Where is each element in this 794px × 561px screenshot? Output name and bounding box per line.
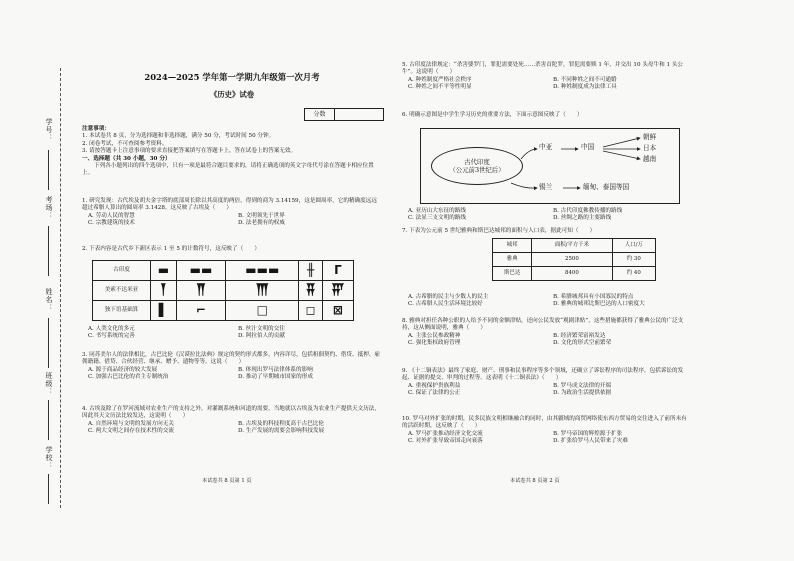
spread-diagram xyxy=(420,128,680,204)
option-list xyxy=(82,421,382,436)
arrow-to-ceylon xyxy=(511,183,537,188)
question-7-options xyxy=(402,294,692,309)
footer-page-left: 本试卷共 8 页第 1 页 xyxy=(202,478,252,484)
binding-label-exam-room: 考场： xyxy=(45,196,53,220)
option[interactable]: B. 体现出罗马法律体系的影响 xyxy=(238,366,313,373)
exam-title: 2024—2025 学年第一学期九年级第一次月考 xyxy=(144,72,320,82)
binding-label-school: 学校： xyxy=(45,446,53,470)
question-6-options xyxy=(402,208,692,223)
table-cell: 斯巴达 xyxy=(493,267,532,281)
question-2-options xyxy=(82,326,382,341)
question-stem: 10. 罗马对外扩张的时期，民多民族文明相继融合的同时，由其疆域的商贸网络使东西方贸易的交往进入了前所未有的活跃时期，这反映了（ ） xyxy=(402,416,687,430)
numeral-glyph: 𒐘 xyxy=(299,281,323,301)
question-1 xyxy=(82,198,382,228)
option[interactable]: C. 两大文明之间存在技术性的交流 xyxy=(88,428,174,435)
option[interactable]: B. 不同种姓之间不可通婚 xyxy=(553,76,617,83)
question-8 xyxy=(402,318,692,348)
option[interactable]: D. 种姓制度成为法律工具 xyxy=(553,84,617,91)
diagram-node-southeast-asia: 缅甸、泰国等国 xyxy=(583,183,630,191)
question-6-stem: 6. 明确示意图是中学生学习历史的重要方法，下面示意图反映了（ ） xyxy=(402,112,583,118)
option[interactable]: B. 丝汁文明的交往 xyxy=(238,326,285,332)
option-list xyxy=(402,431,692,446)
note-item: 2. 闭卷考试，不可查阅参考资料。 xyxy=(82,140,168,147)
option[interactable]: B. 经济繁荣富裕发达 xyxy=(553,332,606,339)
numeral-glyph: ◻ xyxy=(299,301,323,321)
table-row xyxy=(93,301,354,321)
option[interactable]: D. 雅典的城邦比斯巴达的人口密度大 xyxy=(553,301,645,308)
notes-heading: 注意事项： xyxy=(82,126,110,132)
option[interactable]: D. 推动了早期城市国家的形成 xyxy=(238,374,313,381)
option[interactable]: D. 法老拥有的权威 xyxy=(238,220,285,227)
table-row xyxy=(93,261,354,281)
option[interactable]: A. 重视保护贵族利益 xyxy=(408,382,461,389)
option-list xyxy=(82,213,382,228)
numeral-glyph: 𒐗 xyxy=(226,281,299,301)
table-header-row xyxy=(493,239,656,253)
option[interactable]: A. 主张公民参政精神 xyxy=(408,332,461,339)
footer-page-right: 本试卷共 8 页第 2 页 xyxy=(510,478,560,484)
option[interactable]: B. 罗马帝国的辉煌源于扩张 xyxy=(553,430,623,437)
city-state-table xyxy=(492,238,656,281)
question-stem: 1. 研究发现：古代埃及胡夫金字塔的底部周长除以其高度的两倍，得到的商为 3.14159，这是圆周率，它的精确度远远超过希腊人算出的圆周率 3.1428。这反映了古埃及（ ） xyxy=(82,198,377,212)
numeral-glyph: ▬ xyxy=(151,261,177,281)
numeral-glyph: 𒐖 xyxy=(176,281,225,301)
row-label: 独下语基础算 xyxy=(93,301,151,321)
question-3 xyxy=(82,352,382,382)
question-stem: 9. 《十二铜表法》最终了家庭、财产、刑事和民事程序等多个领域，还确立了诉讼程序的司法程序，包括诉讼的发起、证据的提交、审判的过程等。这表明《十二铜表法》（ ） xyxy=(402,368,684,382)
section1-instruction: 下列各小题列出的四个选项中，只有一项是最符合题目要求的，请将正确选项的英文字母代号涂在答题卡相应位置上。 xyxy=(82,162,374,177)
binding-blank-exam-room xyxy=(48,226,49,276)
numeral-glyph: ▬▬▬ xyxy=(226,261,299,281)
option-list xyxy=(402,208,692,223)
binding-label-name: 姓名： xyxy=(45,288,53,312)
option[interactable]: C. 保证了法律的公正 xyxy=(408,390,461,397)
arrow-to-korea xyxy=(603,138,640,147)
table-header: 面积/平方千米 xyxy=(532,239,612,253)
option[interactable]: A. 亚历山大东征的路线 xyxy=(408,208,466,214)
option[interactable]: B. 古代印度佛教传播的路线 xyxy=(553,208,623,214)
table-row xyxy=(93,281,354,301)
diagram-origin-period: （公元前3世纪后） xyxy=(449,166,505,174)
option[interactable]: D. 文化的形式空前繁荣 xyxy=(553,340,612,347)
table-cell: 约 30 xyxy=(612,253,655,267)
option[interactable]: C. 法显三支文明的路线 xyxy=(408,215,466,222)
numeral-glyph: ▌ xyxy=(151,301,177,321)
question-stem: 3. 同苏美尔人的法律相比，古巴比伦《汉谟拉比法典》规定的契约形式都多，内容详尽，包括租佃契约、借贷、抵押、雇佣籍籍、借贷、合伙经营、继承、赠予、遗物等等。这说（ ） xyxy=(82,352,380,366)
question-stem: 8. 雅典对担任各种公职的人给予不同的金额津贴，还向公民发放“观剧津贴”，这些措施都获得了雅典公民的广泛支持，这从侧面说明，雅典（ ） xyxy=(402,318,684,332)
option[interactable]: D. 丝绸之路的主要路线 xyxy=(553,215,612,222)
option[interactable]: B. 古埃及的科技程度高于古巴比伦 xyxy=(238,420,324,427)
diagram-node-vietnam: 越南 xyxy=(643,155,657,163)
option-list xyxy=(402,333,692,348)
binding-blank-class xyxy=(48,400,49,440)
option[interactable]: B. 希腊城邦具有小国寡民的特点 xyxy=(553,294,634,300)
question-stem: 4. 古埃及除了在罗河流域对农业生产的支持之外，对灌溉系统和河道的需要，当地就以古埃及为农业生产提供天文历法，因此其天文历法比较发达，这说明（ ） xyxy=(82,406,380,420)
score-box xyxy=(304,108,384,121)
option[interactable]: C. 加强古巴比伦的君主专制统治 xyxy=(88,374,169,381)
option[interactable]: C. 书写系统的完善 xyxy=(88,333,135,340)
question-2-stem: 2. 下表内容是古代乡下新区表示 1 至 5 的计数符号，这反映了（ ） xyxy=(82,246,260,252)
left-column xyxy=(82,0,382,561)
option[interactable]: A. 古希腊的民主与少数人的民主 xyxy=(408,294,489,300)
table-header: 人口/万 xyxy=(612,239,655,253)
table-header: 城邦 xyxy=(493,239,532,253)
option-list xyxy=(402,77,692,92)
binding-dashed-line xyxy=(60,68,61,508)
option[interactable]: A. 罗马扩张推动经济文化交流 xyxy=(408,430,483,437)
option[interactable]: B. 文明领先于世界 xyxy=(238,212,285,219)
binding-blank-school xyxy=(48,474,49,504)
row-label: 美索不达米亚 xyxy=(93,281,151,301)
table-cell: 8400 xyxy=(532,267,612,281)
numeral-glyph: Γ xyxy=(322,261,353,281)
numeral-glyph: ⌐ xyxy=(176,301,225,321)
diagram-node-china: 中国 xyxy=(581,143,595,151)
score-blank[interactable] xyxy=(335,109,383,120)
binding-label-class: 班级： xyxy=(45,372,53,396)
numeral-glyph: ▬▬ xyxy=(176,261,225,281)
question-10 xyxy=(402,416,692,446)
option[interactable]: C. 古希腊人民生活环境比较好 xyxy=(408,301,483,308)
option[interactable]: A. 自然环境与文明的发展方向无关 xyxy=(88,420,174,427)
diagram-origin-name: 古代印度 xyxy=(464,157,490,166)
exam-subject: 《历史》试卷 xyxy=(209,90,255,99)
diagram-node-ceylon: 锡兰 xyxy=(539,183,553,191)
notes-block xyxy=(82,126,382,178)
option-list xyxy=(82,326,382,341)
option[interactable]: D. 为政治生活提供依据 xyxy=(553,390,612,397)
note-item: 1. 本试卷共 8 页，分为选择题和非选择题，满分 50 分，考试时间 50 分钟。 xyxy=(82,133,275,140)
question-stem: 5. 古印度法律规定：“杀害婆罗门，罪犯需要处死……杀害首陀罗，罪犯需要赎 1 年，并交出 10 头母牛和 1 头公牛”。这说明（ ） xyxy=(402,62,684,76)
section1-heading: 一、选择题（共 30 小题，30 分） xyxy=(82,155,171,162)
option[interactable]: D. 扩张给罗马人民带来了灾难 xyxy=(553,438,628,445)
option[interactable]: B. 罗马成文法律的开端 xyxy=(553,382,612,389)
numeral-glyph: ╫ xyxy=(299,261,323,281)
numeral-glyph: ⊠ xyxy=(322,301,353,321)
numeral-table xyxy=(92,260,354,321)
option[interactable]: A. 人类文化的多元 xyxy=(88,326,135,332)
option[interactable]: D. 生产发展的需要会影响科技发展 xyxy=(238,428,325,435)
question-5 xyxy=(402,62,692,92)
binding-blank-name xyxy=(48,318,49,368)
option[interactable]: C. 对外扩张导致帝国走向衰落 xyxy=(408,438,483,445)
table-cell: 约 40 xyxy=(612,267,655,281)
row-label: 古印度 xyxy=(93,261,151,281)
option-list xyxy=(402,294,692,309)
table-row xyxy=(493,253,656,267)
table-cell: 2500 xyxy=(532,253,612,267)
option-list xyxy=(402,383,692,398)
right-column xyxy=(402,0,692,561)
option[interactable]: D. 阿拉伯人的贡献 xyxy=(238,333,285,340)
diagram-node-korea: 朝鲜 xyxy=(643,133,657,141)
option[interactable]: A. 种姓制度严格社会秩序 xyxy=(408,76,472,83)
numeral-glyph: □ xyxy=(226,301,299,321)
binding-label-student-id: 学号： xyxy=(45,118,53,142)
option[interactable]: A. 源于商品经济的较大发展 xyxy=(88,366,158,373)
option[interactable]: C. 强化集权政府管理 xyxy=(408,340,461,347)
option[interactable]: A. 劳动人民的智慧 xyxy=(88,212,135,219)
option-list xyxy=(82,367,382,382)
diagram-node-japan: 日本 xyxy=(643,144,657,152)
question-9 xyxy=(402,368,692,398)
note-item: 3. 请按答题卡上注意事项的要求直接把答案填写在答题卡上，答在试卷上的答案无效。 xyxy=(82,148,297,155)
numeral-glyph: 𒐙 xyxy=(322,281,353,301)
diagram-node-central-asia: 中亚 xyxy=(539,143,553,151)
table-cell: 雅典 xyxy=(493,253,532,267)
question-4 xyxy=(82,406,382,436)
arrow-to-vietnam xyxy=(603,151,640,159)
arrow-to-central-asia xyxy=(521,149,537,159)
binding-blank-student-id xyxy=(48,150,49,190)
numeral-glyph: 𒐕 xyxy=(151,281,177,301)
table-row xyxy=(493,267,656,281)
question-7-stem: 7. 下表为公元前 5 世纪雅典和斯巴达城邦的面积与人口表，据此可知（ ） xyxy=(402,228,596,234)
option[interactable]: C. 宗教建筑的技术 xyxy=(88,220,135,227)
option[interactable]: C. 种姓之间不平等性明显 xyxy=(408,84,472,91)
score-label: 分数 xyxy=(305,109,335,120)
diagram-arrows xyxy=(421,129,681,205)
